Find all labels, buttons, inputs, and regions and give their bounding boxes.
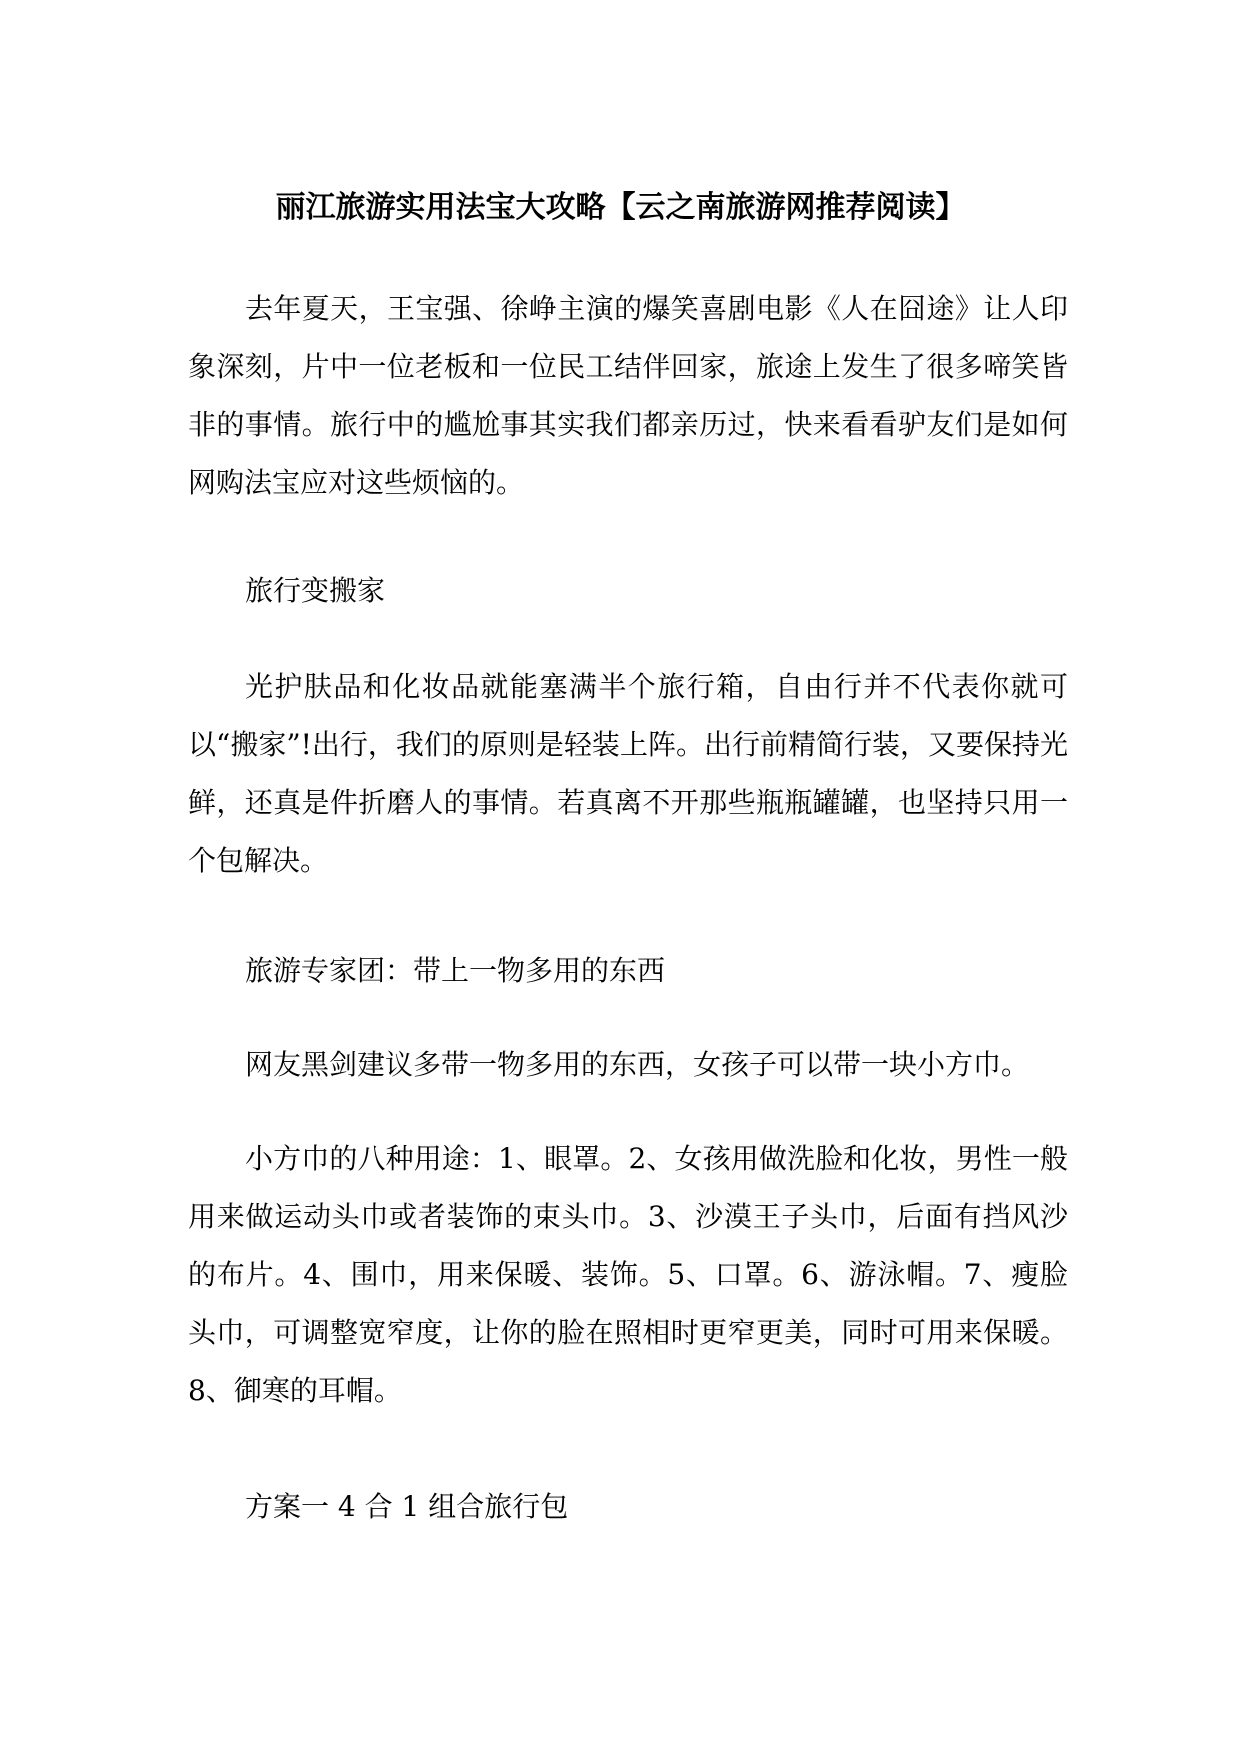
section-heading-plan-one: 方案一 4 合 1 组合旅行包 [245, 1490, 569, 1523]
paragraph-handkerchief-uses: 小方巾的八种用途：1、眼罩。2、女孩用做洗脸和化妆，男性一般用来做运动头巾或者装饰的束头巾。3、沙漠王子头巾，后面有挡风沙的布片。4、围巾，用来保暖、装饰。5、口罩。6、游泳帽。7、瘦脸头巾，可调整宽窄度，让你的脸在照相时更窄更美，同时可用来保暖。8、御寒的耳帽。 [188, 1142, 1068, 1407]
paragraph-intro: 去年夏天，王宝强、徐峥主演的爆笑喜剧电影《人在囧途》让人印象深刻，片中一位老板和一位民工结伴回家，旅途上发生了很多啼笑皆非的事情。旅行中的尴尬事其实我们都亲历过，快来看看驴友们是如何网购法宝应对这些烦恼的。 [188, 292, 1068, 499]
section-heading-travel-moving: 旅行变搬家 [245, 574, 386, 607]
paragraph-light-packing: 光护肤品和化妆品就能塞满半个旅行箱，自由行并不代表你就可以“搬家”!出行，我们的原则是轻装上阵。出行前精简行装，又要保持光鲜，还真是件折磨人的事情。若真离不开那些瓶瓶罐罐，也坚持只用一个包解决。 [188, 670, 1068, 877]
paragraph-multi-use: 网友黑剑建议多带一物多用的东西，女孩子可以带一块小方巾。 [245, 1048, 1030, 1081]
section-heading-expert-team: 旅游专家团：带上一物多用的东西 [245, 954, 666, 987]
document-title: 丽江旅游实用法宝大攻略【云之南旅游网推荐阅读】 [275, 190, 966, 225]
